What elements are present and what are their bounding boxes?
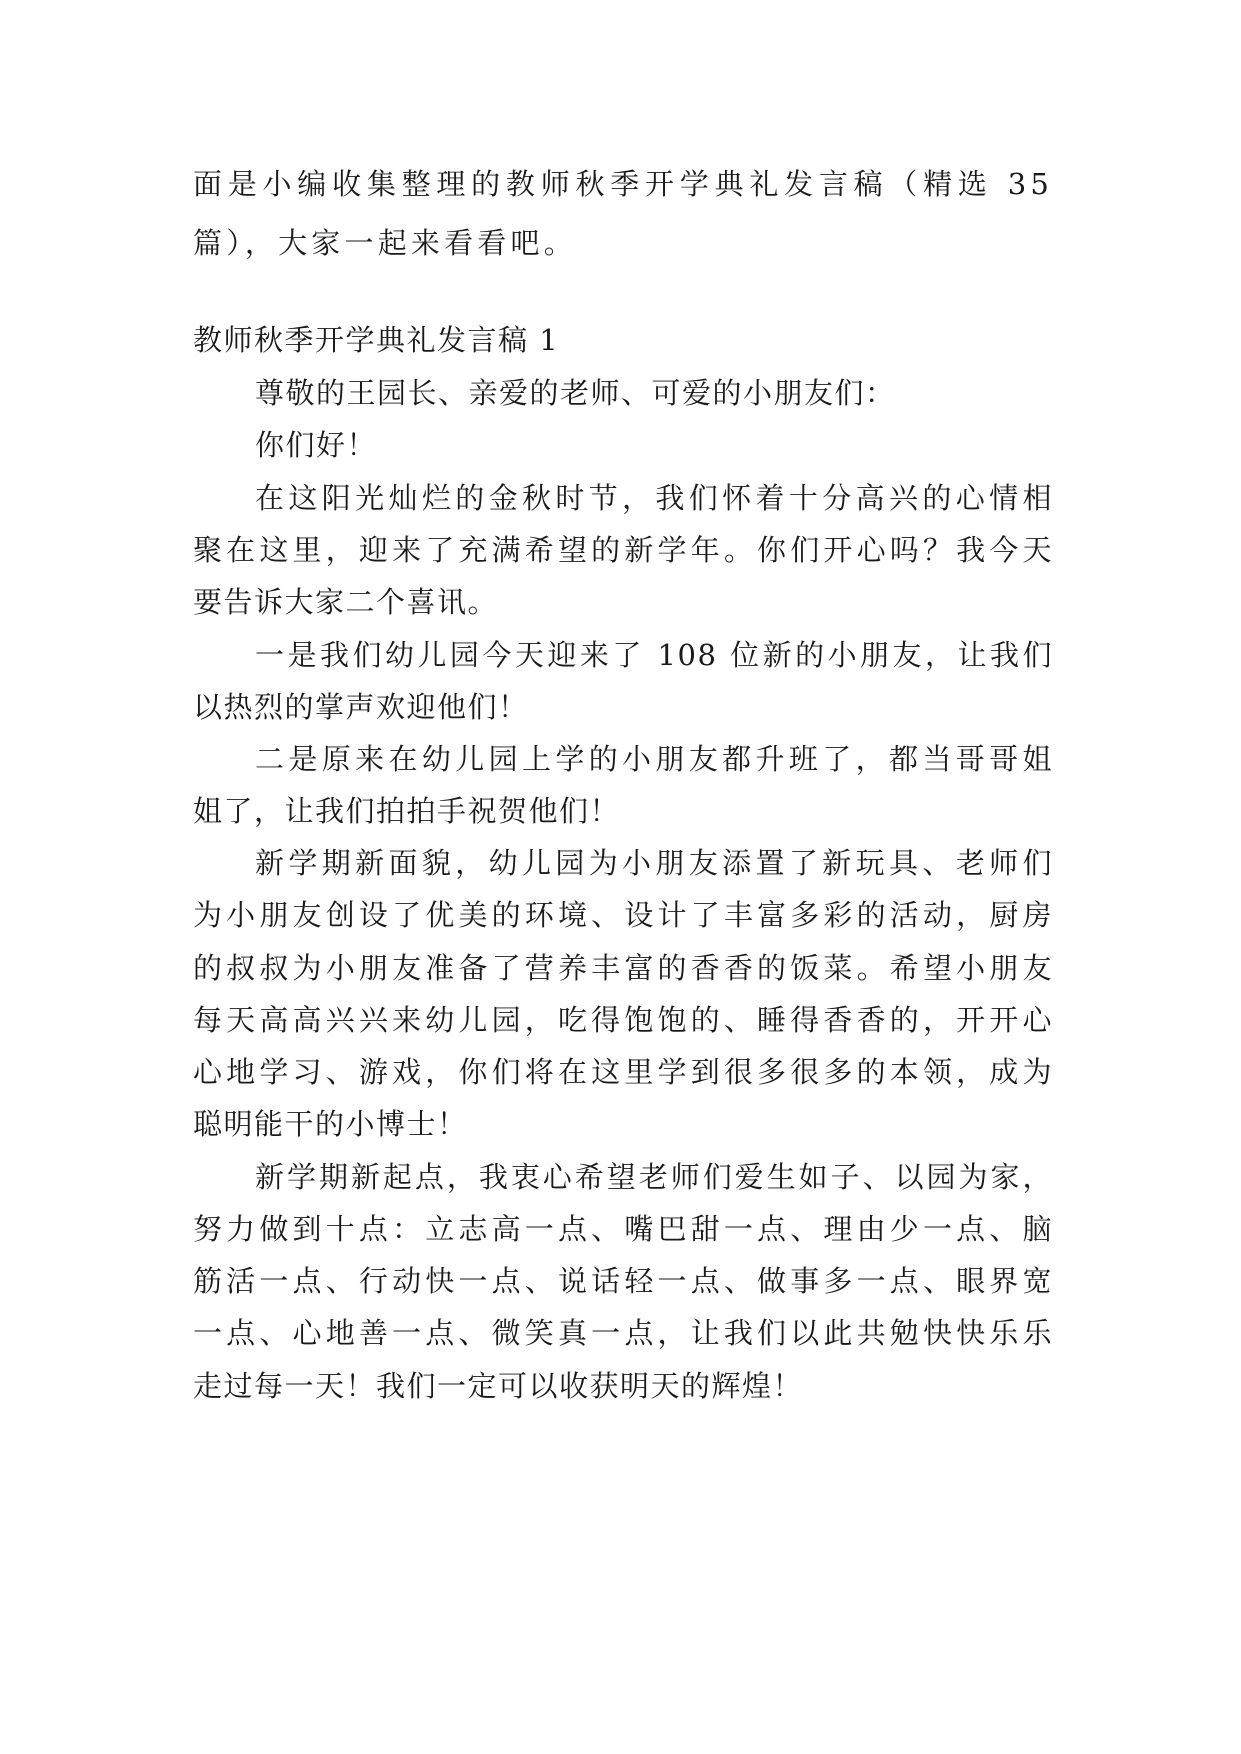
paragraph-line: 新学期新面貌，幼儿园为小朋友添置了新玩具、老师们 (255, 846, 1053, 880)
paragraph-line: 为小朋友创设了优美的环境、设计了丰富多彩的活动，厨房 (193, 898, 1053, 932)
paragraph-line: 要告诉大家二个喜讯。 (193, 585, 499, 619)
paragraph-line: 每天高高兴兴来幼儿园，吃得饱饱的、睡得香香的，开开心 (193, 1003, 1053, 1037)
section-title: 教师秋季开学典礼发言稿 1 (193, 323, 560, 357)
paragraph-line: 心地学习、游戏，你们将在这里学到很多很多的本领，成为 (193, 1055, 1053, 1089)
intro-line-2: 篇），大家一起来看看吧。 (193, 226, 577, 260)
paragraph-line: 努力做到十点：立志高一点、嘴巴甜一点、理由少一点、脑 (193, 1212, 1053, 1246)
paragraph-line: 筋活一点、行动快一点、说话轻一点、做事多一点、眼界宽 (193, 1264, 1053, 1298)
greeting: 你们好！ (255, 428, 378, 462)
salutation: 尊敬的王园长、亲爱的老师、可爱的小朋友们： (255, 376, 896, 410)
paragraph-line: 聚在这里，迎来了充满希望的新学年。你们开心吗？我今天 (193, 533, 1053, 567)
paragraph-line: 在这阳光灿烂的金秋时节，我们怀着十分高兴的心情相 (255, 481, 1053, 515)
paragraph-line: 一点、心地善一点、微笑真一点，让我们以此共勉快快乐乐 (193, 1316, 1053, 1350)
paragraph-line: 聪明能干的小博士！ (193, 1107, 468, 1141)
paragraph-line: 一是我们幼儿园今天迎来了 108 位新的小朋友，让我们 (255, 638, 1053, 672)
paragraph-line: 的叔叔为小朋友准备了营养丰富的香香的饭菜。希望小朋友 (193, 951, 1053, 985)
paragraph-line: 新学期新起点，我衷心希望老师们爱生如子、以园为家， (255, 1160, 1053, 1194)
intro-line-1: 面是小编收集整理的教师秋季开学典礼发言稿（精选 35 (193, 167, 1053, 201)
paragraph-line: 二是原来在幼儿园上学的小朋友都升班了，都当哥哥姐 (255, 742, 1053, 776)
paragraph-line: 以热烈的掌声欢迎他们！ (193, 690, 529, 724)
paragraph-line: 姐了，让我们拍拍手祝贺他们！ (193, 794, 621, 828)
paragraph-line: 走过每一天！我们一定可以收获明天的辉煌！ (193, 1369, 804, 1403)
